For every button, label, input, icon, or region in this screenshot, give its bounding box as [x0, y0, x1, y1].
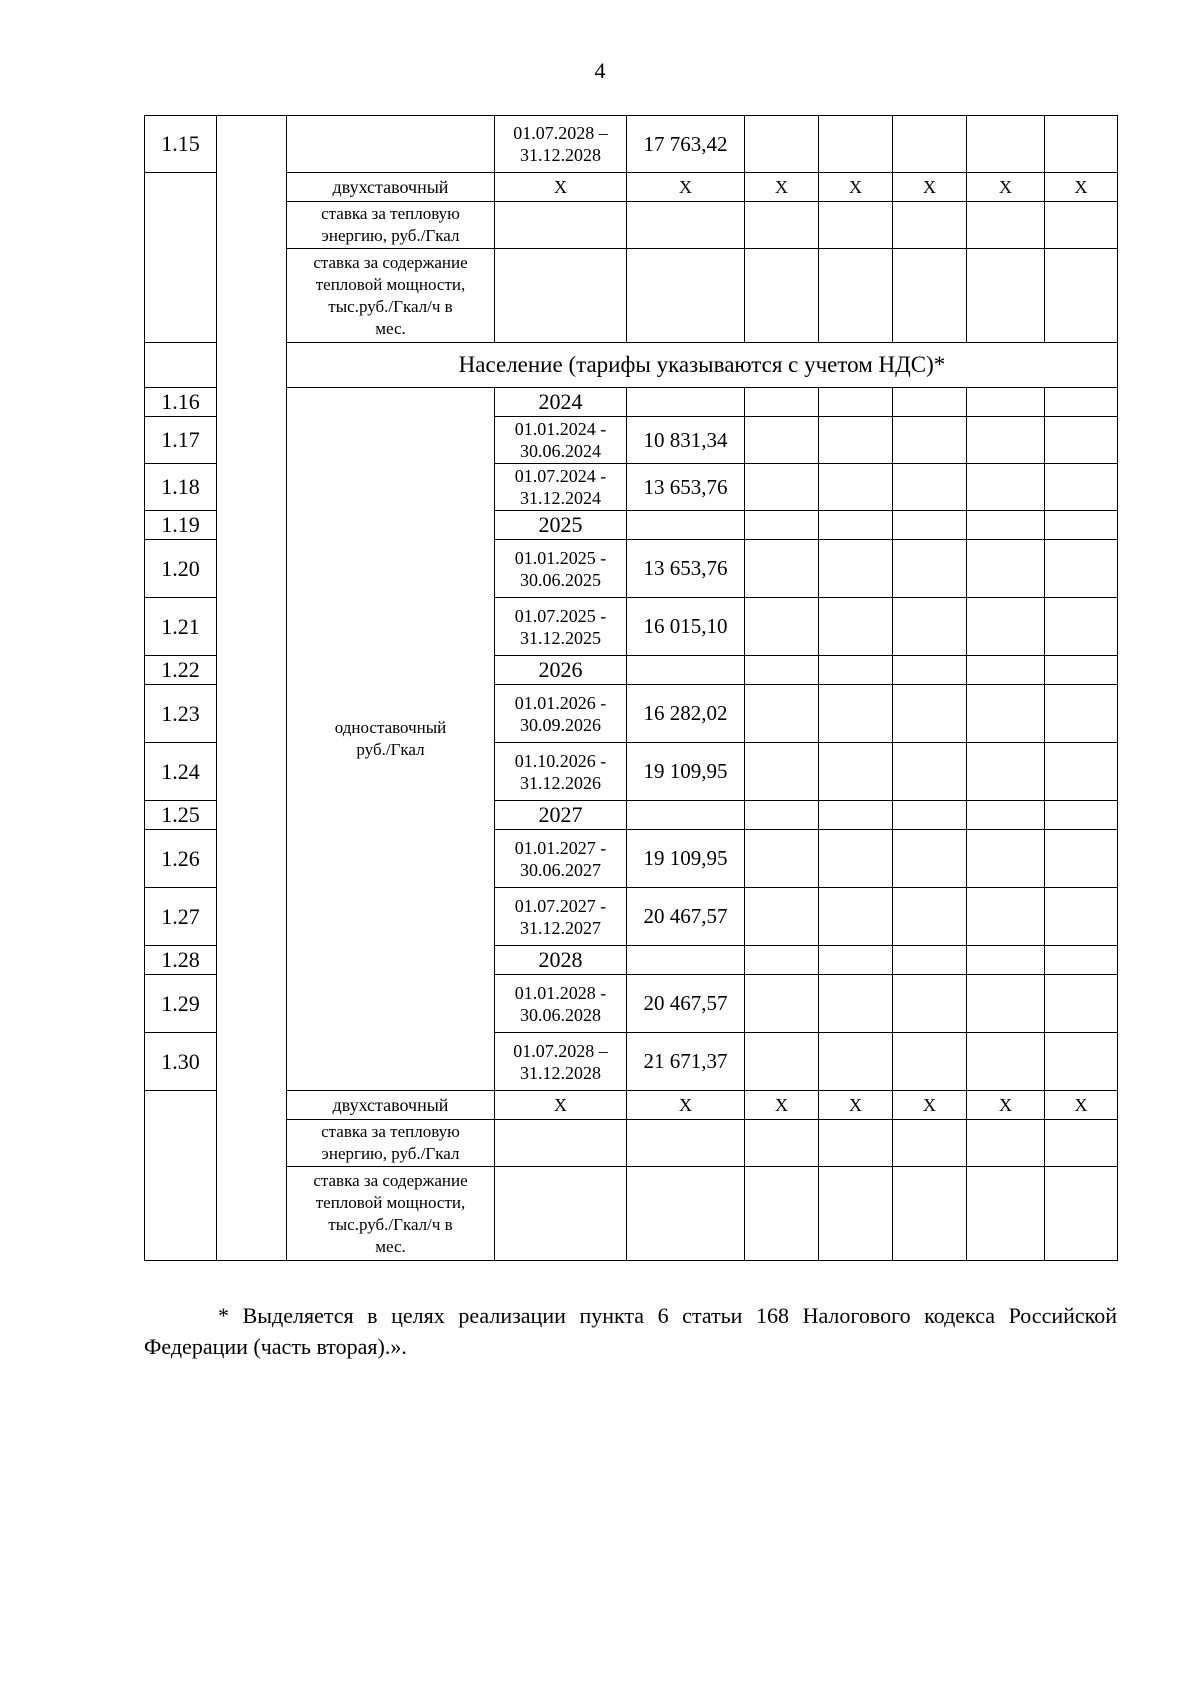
period-line: 01.07.2024 -	[514, 466, 607, 486]
period-line: 30.06.2024	[520, 441, 601, 461]
empty-cell	[819, 743, 893, 801]
x-mark: X	[893, 173, 967, 202]
section-row	[145, 343, 1118, 388]
period-line: 01.07.2025 -	[514, 605, 607, 626]
empty-cell	[819, 249, 893, 343]
empty-cell	[819, 1167, 893, 1261]
x-mark: X	[819, 1091, 893, 1120]
empty-cell	[495, 249, 627, 343]
tariff-value: 20 467,57	[627, 975, 745, 1033]
tariff-value: 13 653,76	[627, 464, 745, 511]
label-line: тыс.руб./Гкал/ч в	[328, 296, 453, 316]
tariff-value: 16 282,02	[627, 685, 745, 743]
table-row	[145, 116, 1118, 173]
heat-energy-rate-row	[145, 1120, 1118, 1167]
empty-cell	[745, 249, 819, 343]
footnote	[144, 1300, 1117, 1362]
empty-cell	[893, 540, 967, 598]
empty-cell	[745, 464, 819, 511]
tariff-value: 13 653,76	[627, 540, 745, 598]
row-number: 1.30	[145, 1033, 217, 1091]
empty-cell	[819, 202, 893, 249]
empty-cell	[967, 598, 1045, 656]
label-line: энергию, руб./Гкал	[321, 226, 460, 245]
period-line: 31.12.2024	[520, 488, 601, 508]
empty-cell	[627, 801, 745, 830]
empty-cell	[495, 1167, 627, 1261]
period-line: 31.12.2028	[520, 145, 601, 165]
empty-cell	[745, 1033, 819, 1091]
empty-cell	[967, 249, 1045, 343]
x-mark: X	[967, 1091, 1045, 1120]
empty-cell	[893, 1167, 967, 1261]
label-line: мес.	[375, 1236, 406, 1256]
period-cell	[495, 598, 627, 656]
period-cell	[495, 975, 627, 1033]
empty-cell	[819, 540, 893, 598]
empty-cell	[1045, 830, 1118, 888]
empty-cell	[819, 511, 893, 540]
empty-cell	[893, 388, 967, 417]
empty-cell	[819, 1120, 893, 1167]
section-title: Население (тарифы указываются с учетом НДС)*	[287, 343, 1118, 388]
x-mark: X	[745, 173, 819, 202]
empty-cell	[745, 202, 819, 249]
year-cell: 2025	[495, 511, 627, 540]
empty-number-cell	[145, 343, 217, 388]
row-number: 1.25	[145, 801, 217, 830]
empty-cell	[893, 417, 967, 464]
empty-cell	[967, 743, 1045, 801]
empty-number-cell	[145, 173, 217, 343]
heat-energy-rate-label	[287, 202, 495, 249]
empty-cell	[745, 685, 819, 743]
empty-cell	[893, 830, 967, 888]
period-line: 31.12.2027	[520, 917, 601, 938]
period-line: 31.12.2025	[520, 627, 601, 648]
empty-cell	[893, 946, 967, 975]
row-number: 1.15	[145, 116, 217, 173]
footnote-text: * Выделяется в целях реализации пункта 6 статьи 168 Налогового кодекса Российской Федерации (часть вторая).».	[144, 1303, 1117, 1359]
period-cell	[495, 1033, 627, 1091]
period-line: 30.06.2028	[520, 1004, 601, 1025]
year-cell: 2028	[495, 946, 627, 975]
period-line: 01.10.2026 -	[514, 750, 607, 771]
empty-cell	[893, 801, 967, 830]
empty-cell	[1045, 598, 1118, 656]
empty-cell	[893, 1120, 967, 1167]
period-line: 01.07.2028 –	[513, 1040, 608, 1061]
empty-cell	[967, 464, 1045, 511]
label-line: ставка за содержание	[313, 252, 468, 272]
empty-cell	[967, 975, 1045, 1033]
empty-cell	[893, 743, 967, 801]
tariff-table	[144, 115, 1118, 1261]
row-number: 1.28	[145, 946, 217, 975]
empty-cell	[893, 888, 967, 946]
x-mark: X	[627, 1091, 745, 1120]
empty-cell	[819, 801, 893, 830]
empty-cell	[967, 417, 1045, 464]
period-line: 01.01.2024 -	[514, 419, 607, 439]
empty-cell	[967, 888, 1045, 946]
empty-cell	[893, 598, 967, 656]
period-line: 30.06.2027	[520, 859, 601, 880]
row-number: 1.20	[145, 540, 217, 598]
period-cell	[495, 540, 627, 598]
label-line: тепловой мощности,	[315, 274, 466, 294]
tariff-value: 21 671,37	[627, 1033, 745, 1091]
empty-cell	[819, 888, 893, 946]
row-number: 1.23	[145, 685, 217, 743]
period-cell	[495, 685, 627, 743]
empty-cell	[893, 511, 967, 540]
label-line: одноставочный	[334, 718, 447, 737]
label-line: энергию, руб./Гкал	[321, 1144, 460, 1163]
empty-cell	[627, 511, 745, 540]
row-number: 1.26	[145, 830, 217, 888]
empty-cell	[893, 975, 967, 1033]
empty-cell	[893, 116, 967, 173]
x-mark: X	[967, 173, 1045, 202]
empty-cell	[1045, 685, 1118, 743]
empty-cell	[819, 830, 893, 888]
empty-number-cell	[145, 1091, 217, 1261]
empty-cell	[1045, 1167, 1118, 1261]
x-mark: X	[627, 173, 745, 202]
empty-cell	[745, 388, 819, 417]
empty-cell	[745, 1167, 819, 1261]
row-number: 1.29	[145, 975, 217, 1033]
empty-cell	[819, 388, 893, 417]
tariff-value: 17 763,42	[627, 116, 745, 173]
empty-cell	[745, 116, 819, 173]
empty-cell	[893, 464, 967, 511]
label-line: ставка за содержание	[313, 1170, 468, 1190]
empty-cell	[893, 656, 967, 685]
label-line: тепловой мощности,	[315, 1192, 466, 1212]
period-line: 01.01.2027 -	[514, 837, 607, 858]
empty-cell	[627, 656, 745, 685]
row-number: 1.27	[145, 888, 217, 946]
single-rate-label	[287, 388, 495, 1091]
empty-cell	[967, 685, 1045, 743]
x-mark: X	[495, 1091, 627, 1120]
empty-cell	[967, 388, 1045, 417]
empty-cell	[819, 975, 893, 1033]
empty-cell	[1045, 202, 1118, 249]
row-number: 1.18	[145, 464, 217, 511]
two-rate-label: двухставочный	[287, 173, 495, 202]
period-cell	[495, 888, 627, 946]
empty-cell	[745, 656, 819, 685]
empty-cell	[1045, 743, 1118, 801]
empty-cell	[1045, 540, 1118, 598]
empty-cell	[627, 946, 745, 975]
empty-cell	[893, 1033, 967, 1091]
row-number: 1.16	[145, 388, 217, 417]
empty-cell	[745, 1120, 819, 1167]
empty-cell	[1045, 511, 1118, 540]
tariff-table-body	[145, 116, 1118, 1261]
empty-cell	[1045, 975, 1118, 1033]
row-number: 1.24	[145, 743, 217, 801]
x-mark: X	[893, 1091, 967, 1120]
x-mark: X	[745, 1091, 819, 1120]
year-cell: 2027	[495, 801, 627, 830]
two-rate-row	[145, 173, 1118, 202]
empty-cell	[1045, 1033, 1118, 1091]
empty-cell	[967, 116, 1045, 173]
row-number: 1.22	[145, 656, 217, 685]
label-line: руб./Гкал	[356, 740, 425, 759]
empty-cell	[1045, 801, 1118, 830]
period-line: 31.12.2026	[520, 772, 601, 793]
empty-cell	[627, 1120, 745, 1167]
row-number: 1.19	[145, 511, 217, 540]
year-cell: 2024	[495, 388, 627, 417]
capacity-rate-row	[145, 1167, 1118, 1261]
empty-cell	[1045, 249, 1118, 343]
empty-cell	[967, 1167, 1045, 1261]
empty-cell	[819, 598, 893, 656]
empty-cell	[967, 830, 1045, 888]
period-cell	[495, 417, 627, 464]
empty-cell	[1045, 946, 1118, 975]
empty-cell	[819, 656, 893, 685]
x-mark: X	[819, 173, 893, 202]
empty-cell	[495, 202, 627, 249]
table-row	[145, 388, 1118, 417]
period-line: 31.12.2028	[520, 1062, 601, 1083]
heat-energy-rate-row	[145, 202, 1118, 249]
two-rate-row	[145, 1091, 1118, 1120]
empty-cell	[745, 830, 819, 888]
empty-cell	[967, 202, 1045, 249]
empty-cell	[495, 1120, 627, 1167]
period-line: 01.01.2025 -	[514, 547, 607, 568]
empty-cell	[1045, 464, 1118, 511]
empty-cell	[893, 685, 967, 743]
capacity-rate-row	[145, 249, 1118, 343]
capacity-rate-label	[287, 1167, 495, 1261]
empty-cell	[287, 116, 495, 173]
empty-cell	[967, 1120, 1045, 1167]
heat-energy-rate-label	[287, 1120, 495, 1167]
empty-cell	[967, 1033, 1045, 1091]
tariff-value: 20 467,57	[627, 888, 745, 946]
empty-cell	[1045, 1120, 1118, 1167]
grouping-column	[217, 116, 287, 1261]
empty-cell	[893, 202, 967, 249]
x-mark: X	[495, 173, 627, 202]
period-cell	[495, 464, 627, 511]
period-cell	[495, 830, 627, 888]
empty-cell	[1045, 116, 1118, 173]
empty-cell	[967, 946, 1045, 975]
empty-cell	[967, 511, 1045, 540]
label-line: ставка за тепловую	[321, 1122, 460, 1141]
label-line: мес.	[375, 318, 406, 338]
x-mark: X	[1045, 173, 1118, 202]
empty-cell	[819, 946, 893, 975]
empty-cell	[745, 540, 819, 598]
tariff-value: 10 831,34	[627, 417, 745, 464]
period-line: 01.07.2027 -	[514, 895, 607, 916]
tariff-value: 16 015,10	[627, 598, 745, 656]
period-line: 30.06.2025	[520, 569, 601, 590]
capacity-rate-label	[287, 249, 495, 343]
tariff-value: 19 109,95	[627, 830, 745, 888]
period-cell	[495, 116, 627, 173]
empty-cell	[967, 540, 1045, 598]
empty-cell	[745, 975, 819, 1033]
empty-cell	[745, 743, 819, 801]
empty-cell	[819, 417, 893, 464]
empty-cell	[893, 249, 967, 343]
label-line: ставка за тепловую	[321, 204, 460, 223]
two-rate-label: двухставочный	[287, 1091, 495, 1120]
x-mark: X	[1045, 1091, 1118, 1120]
empty-cell	[1045, 388, 1118, 417]
empty-cell	[819, 464, 893, 511]
empty-cell	[627, 1167, 745, 1261]
empty-cell	[627, 202, 745, 249]
year-cell: 2026	[495, 656, 627, 685]
empty-cell	[1045, 417, 1118, 464]
empty-cell	[745, 801, 819, 830]
empty-cell	[627, 388, 745, 417]
page-number: 4	[594, 58, 606, 83]
empty-cell	[745, 888, 819, 946]
period-line: 30.09.2026	[520, 714, 601, 735]
empty-cell	[745, 598, 819, 656]
row-number: 1.17	[145, 417, 217, 464]
empty-cell	[627, 249, 745, 343]
empty-cell	[745, 511, 819, 540]
empty-cell	[967, 656, 1045, 685]
empty-cell	[745, 946, 819, 975]
row-number: 1.21	[145, 598, 217, 656]
empty-cell	[967, 801, 1045, 830]
period-cell	[495, 743, 627, 801]
tariff-value: 19 109,95	[627, 743, 745, 801]
empty-cell	[745, 417, 819, 464]
empty-cell	[819, 1033, 893, 1091]
empty-cell	[1045, 656, 1118, 685]
period-line: 01.01.2026 -	[514, 692, 607, 713]
empty-cell	[819, 116, 893, 173]
period-line: 01.01.2028 -	[514, 982, 607, 1003]
period-line: 01.07.2028 –	[513, 123, 608, 143]
empty-cell	[819, 685, 893, 743]
empty-cell	[1045, 888, 1118, 946]
label-line: тыс.руб./Гкал/ч в	[328, 1214, 453, 1234]
